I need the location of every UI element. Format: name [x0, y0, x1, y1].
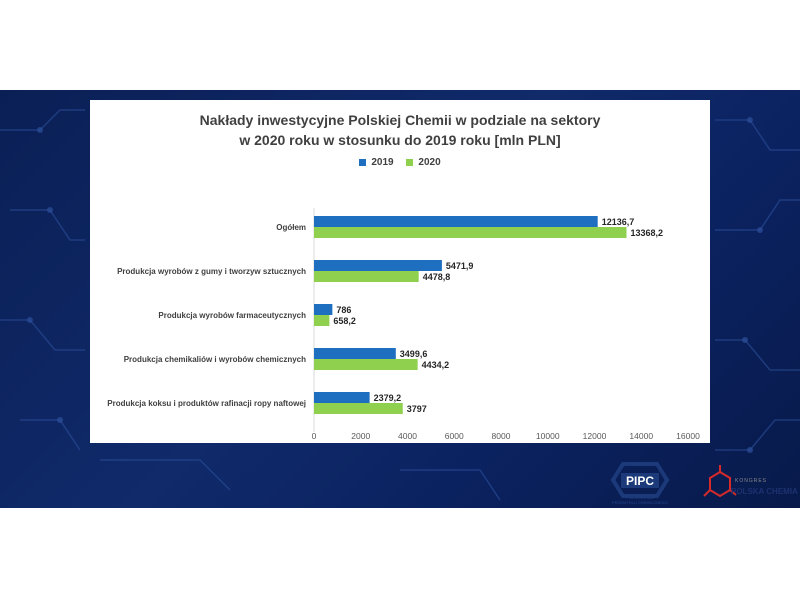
- kongres-logo-icon: [700, 462, 800, 508]
- data-label-2020: 13368,2: [630, 228, 664, 238]
- x-tick-label: 8000: [491, 431, 511, 441]
- data-label-2020: 3797: [406, 404, 427, 414]
- bar-2020: [314, 403, 403, 414]
- kongres-title: POLSKA CHEMIA: [731, 487, 798, 496]
- x-tick-label: 16000: [676, 431, 700, 441]
- x-tick-label: 12000: [582, 431, 607, 441]
- bar-2020: [314, 359, 418, 370]
- bar-2019: [314, 216, 598, 227]
- legend-label-2020: 2020: [418, 157, 441, 168]
- bar-2019: [314, 348, 396, 359]
- data-label-2020: 4434,2: [421, 360, 450, 370]
- data-label-2019: 2379,2: [373, 393, 402, 403]
- chart-title-line-2: w 2020 roku w stosunku do 2019 roku [mln PLN]: [239, 132, 561, 148]
- kongres-label: KONGRES: [735, 478, 768, 484]
- category-label: Produkcja wyrobów z gumy i tworzyw sztucznych: [117, 267, 306, 276]
- data-label-2019: 5471,9: [445, 261, 474, 271]
- bar-2020: [314, 271, 419, 282]
- pipc-caption-line-1: POLSKA IZBA: [626, 495, 654, 500]
- chart-card: [90, 100, 710, 443]
- chart-title-line-1: Nakłady inwestycyjne Polskiej Chemii w podziale na sektory: [199, 112, 601, 128]
- x-tick-label: 14000: [629, 431, 654, 441]
- bar-chart-plot: [90, 100, 710, 443]
- bar-2019: [314, 260, 442, 271]
- data-label-2019: 786: [336, 305, 352, 315]
- category-label: Produkcja wyrobów farmaceutycznych: [158, 311, 306, 320]
- pipc-logo-caption: [605, 495, 675, 505]
- data-label-2019: 3499,6: [399, 349, 428, 359]
- data-label-2020: 4478,8: [422, 272, 451, 282]
- x-tick-label: 0: [311, 431, 317, 441]
- data-label-2020: 658,2: [333, 316, 356, 326]
- pipc-caption-line-2: PRZEMYSŁU CHEMICZNEGO: [612, 500, 668, 505]
- bar-2020: [314, 227, 626, 238]
- x-tick-label: 6000: [444, 431, 464, 441]
- category-label: Produkcja koksu i produktów rafinacji ropy naftowej: [107, 399, 306, 408]
- bar-2019: [314, 392, 370, 403]
- x-tick-label: 4000: [398, 431, 417, 441]
- x-tick-label: 2000: [351, 431, 371, 441]
- x-tick-label: 10000: [535, 431, 560, 441]
- category-label: Ogółem: [276, 223, 306, 232]
- bar-2019: [314, 304, 332, 315]
- category-label: Produkcja chemikaliów i wyrobów chemicznych: [123, 355, 306, 364]
- bar-2020: [314, 315, 329, 326]
- data-label-2019: 12136,7: [601, 217, 635, 227]
- legend-label-2019: 2019: [371, 157, 394, 168]
- pipc-logo-text: PIPC: [625, 474, 655, 488]
